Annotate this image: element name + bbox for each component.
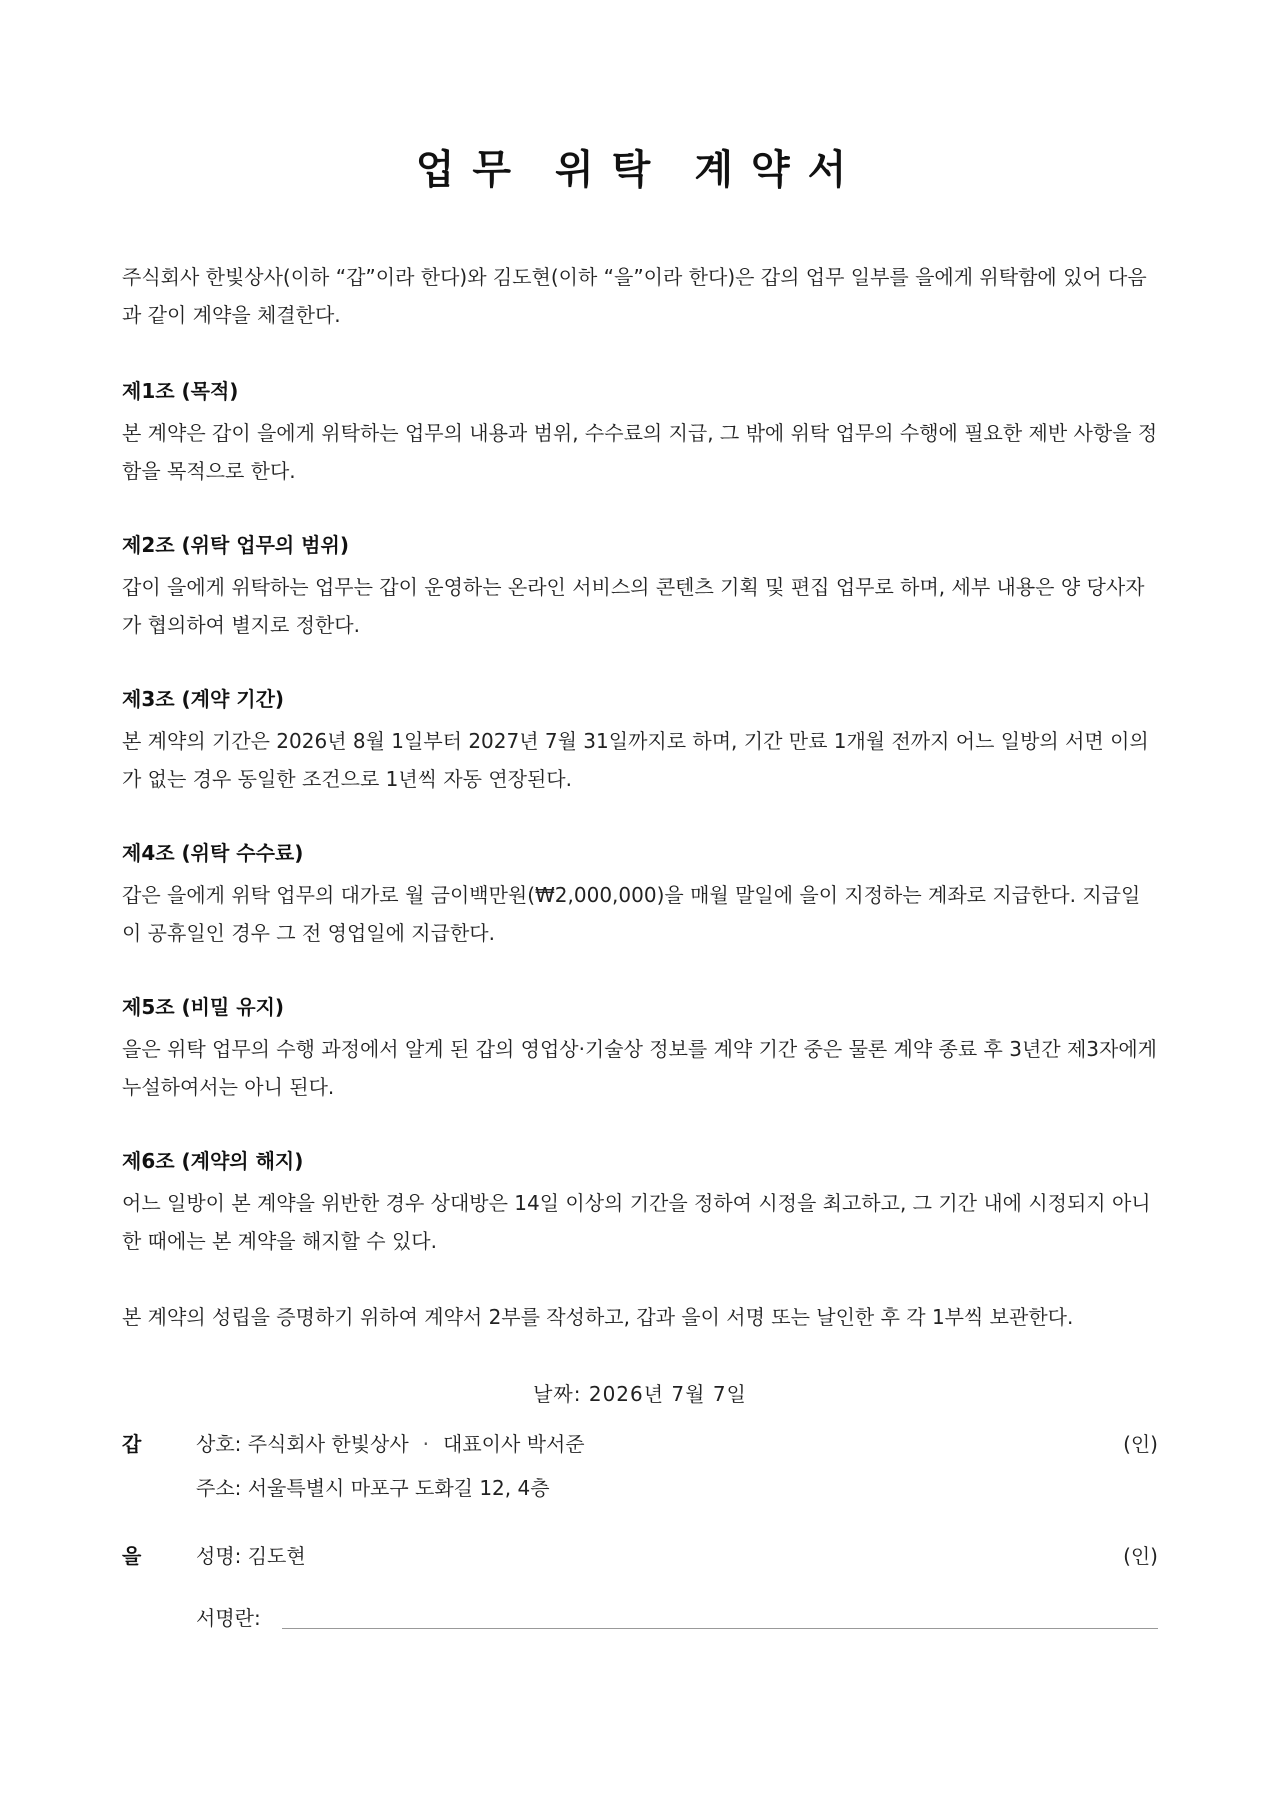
article-4: [122, 836, 1158, 952]
title-part-1: 업무: [415, 147, 530, 193]
party-eul-seal: (인): [1123, 1544, 1158, 1568]
article-2: [122, 528, 1158, 644]
party-gap-mark: 갑: [122, 1432, 142, 1456]
contract-body: [122, 258, 1158, 1407]
signature-row: [122, 1596, 1158, 1640]
closing-paragraph: 본 계약의 성립을 증명하기 위하여 계약서 2부를 작성하고, 갑과 을이 서명 또는 날인한 후 각 1부씩 보관한다.: [122, 1305, 1074, 1329]
article-heading: 제3조 (계약 기간): [122, 687, 285, 711]
article-body: 본 계약의 기간은 2026년 8월 1일부터 2027년 7월 31일까지로 하며, 기간 만료 1개월 전까지 어느 일방의 서면 이의가 없는 경우 동일한 조건으로 1년씩 자동 연장된다.: [122, 729, 1149, 791]
party-gap-representative: 대표이사 박서준: [443, 1432, 585, 1456]
party-gap-company: 상호: 주식회사 한빛상사: [196, 1432, 409, 1456]
article-heading: 제6조 (계약의 해지): [122, 1149, 304, 1173]
party-eul-row: [122, 1534, 1158, 1578]
title-part-3: 계약서: [694, 147, 865, 193]
article-body: 갑은 을에게 위탁 업무의 대가로 월 금이백만원(₩2,000,000)을 매월 말일에 을이 지정하는 계좌로 지급한다. 지급일이 공휴일인 경우 그 전 영업일에 지급한다.: [122, 883, 1141, 945]
intro-paragraph: 주식회사 한빛상사(이하 “갑”이라 한다)와 김도현(이하 “을”이라 한다)은 갑의 업무 일부를 을에게 위탁함에 있어 다음과 같이 계약을 체결한다.: [122, 265, 1147, 327]
article-body: 본 계약은 갑이 을에게 위탁하는 업무의 내용과 범위, 수수료의 지급, 그 밖에 위탁 업무의 수행에 필요한 제반 사항을 정함을 목적으로 한다.: [122, 421, 1158, 483]
article-body: 어느 일방이 본 계약을 위반한 경우 상대방은 14일 이상의 기간을 정하여 시정을 최고하고, 그 기간 내에 시정되지 아니한 때에는 본 계약을 해지할 수 있다.: [122, 1191, 1151, 1253]
article-body: 을은 위탁 업무의 수행 과정에서 알게 된 갑의 영업상·기술상 정보를 계약 기간 중은 물론 계약 종료 후 3년간 제3자에게 누설하여서는 아니 된다.: [122, 1037, 1157, 1099]
document-title: [0, 138, 1280, 195]
party-gap-seal: (인): [1123, 1432, 1158, 1456]
signature-label: 서명란:: [196, 1606, 261, 1630]
article-6: [122, 1144, 1158, 1260]
article-5: [122, 990, 1158, 1106]
article-heading: 제2조 (위탁 업무의 범위): [122, 533, 349, 557]
article-1: [122, 374, 1158, 490]
party-gap-address: 주소: 서울특별시 마포구 도화길 12, 4층: [196, 1476, 550, 1500]
party-eul-name: 성명: 김도현: [196, 1544, 306, 1568]
party-gap-separator: ·: [422, 1432, 430, 1456]
party-gap-company-line: [196, 1428, 585, 1457]
article-3: [122, 682, 1158, 798]
signature-line[interactable]: [282, 1628, 1158, 1629]
party-signature-block: [122, 1422, 1158, 1640]
title-part-2: 위탁: [555, 147, 669, 193]
party-gap-row: [122, 1422, 1158, 1466]
article-heading: 제5조 (비밀 유지): [122, 995, 285, 1019]
article-heading: 제1조 (목적): [122, 379, 239, 403]
contract-date: 날짜: 2026년 7월 7일: [533, 1382, 747, 1406]
article-heading: 제4조 (위탁 수수료): [122, 841, 304, 865]
party-gap-address-row: [122, 1466, 1158, 1510]
party-eul-mark: 을: [122, 1544, 142, 1568]
article-body: 갑이 을에게 위탁하는 업무는 갑이 운영하는 온라인 서비스의 콘텐츠 기획 및 편집 업무로 하며, 세부 내용은 양 당사자가 협의하여 별지로 정한다.: [122, 575, 1145, 637]
